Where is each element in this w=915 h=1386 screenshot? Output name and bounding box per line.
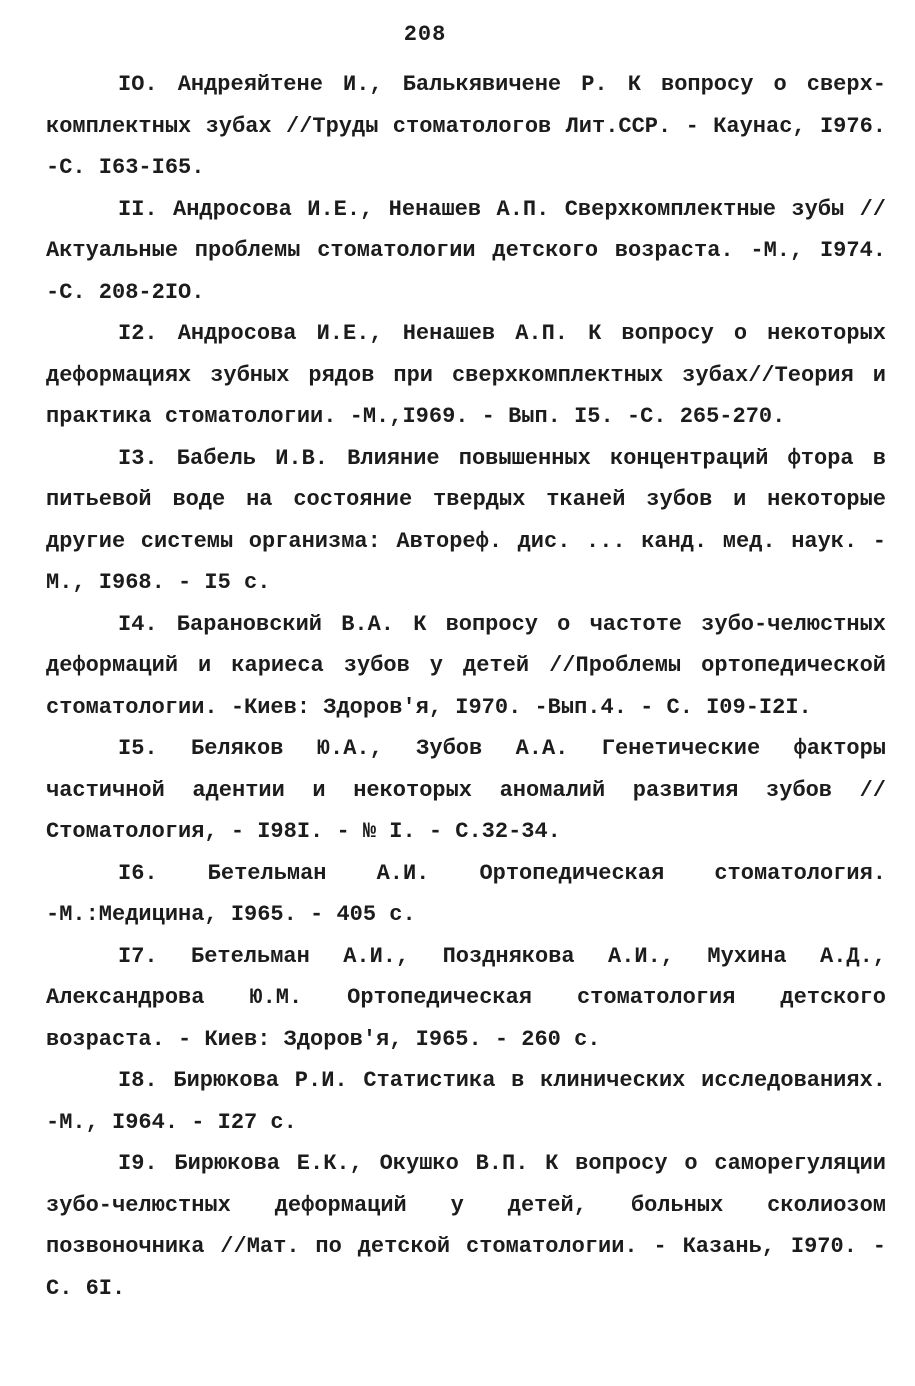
reference-item: II. Андросова И.Е., Ненашев А.П. Сверхкомплектные зубы //Актуальные проблемы стоматологии детского возраста. -М., I974. -С. 208-2IO. [46,196,886,305]
reference-item: I3. Бабель И.В. Влияние повышенных концентраций фтора в питьевой воде на состояние твердых тканей зубов и некоторые другие системы организма: Автореф. дис. ... канд. мед. наук. - М., I968. - I5 с. [46,445,886,595]
reference-item: I9. Бирюкова Е.К., Окушко В.П. К вопросу о саморегуляции зубо-челюстных деформаций у детей, больных сколиозом позвоночника //Мат. по детской стоматологии. - Казань, I970. - С. 6I. [46,1151,886,1301]
reference-list [46,64,886,1309]
reference-item: I5. Беляков Ю.А., Зубов А.А. Генетические факторы частичной адентии и некоторых аномалий развития зубов //Стоматология, - I98I. - № I. - С.32-34. [46,736,886,844]
reference-item: I7. Бетельман А.И., Позднякова А.И., Мухина А.Д., Александрова Ю.М. Ортопедическая стоматология детского возраста. - Киев: Здоров'я, I965. - 260 с. [46,943,886,1052]
reference-item: I4. Барановский В.А. К вопросу о частоте зубо-челюстных деформаций и кариеса зубов у детей //Проблемы ортопедической стоматологии. -Киев: Здоров'я, I970. -Вып.4. - С. I09-I2I. [46,611,886,720]
reference-item: I8. Бирюкова Р.И. Статистика в клинических исследованиях. -М., I964. - I27 с. [46,1068,886,1135]
reference-item: I6. Бетельман А.И. Ортопедическая стоматология. -М.:Медицина, I965. - 405 с. [46,860,886,927]
reference-item: IO. Андреяйтене И., Балькявичене Р. К вопросу о сверх-комплектных зубах //Труды стоматологов Лит.ССР. - Каунас, I976. -С. I63-I65. [46,72,886,180]
reference-item: I2. Андросова И.Е., Ненашев А.П. К вопросу о некоторых деформациях зубных рядов при сверхкомплектных зубах//Теория и практика стоматологии. -М.,I969. - Вып. I5. -С. 265-270. [46,321,886,429]
page-number: 208 [403,22,447,47]
